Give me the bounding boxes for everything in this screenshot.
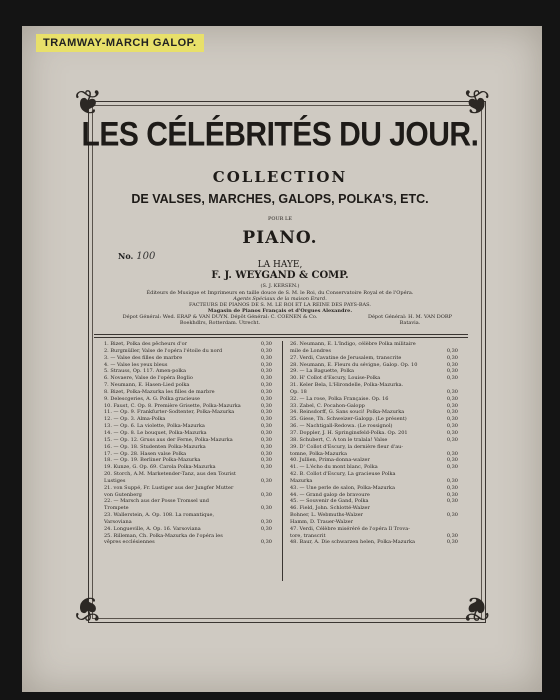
list-item-price: 0,30 xyxy=(260,436,272,443)
list-item-price: 0,30 xyxy=(446,409,458,416)
collection-heading: COLLECTION xyxy=(212,168,348,186)
list-item xyxy=(290,423,458,430)
list-item xyxy=(290,533,458,540)
list-item xyxy=(290,478,458,485)
list-item xyxy=(104,382,272,389)
list-item-price: 0,30 xyxy=(260,361,272,368)
list-item xyxy=(104,375,272,382)
list-item-price xyxy=(256,498,272,505)
list-item-price: 0,30 xyxy=(446,347,458,354)
list-item-price: 0,30 xyxy=(260,375,272,382)
list-item-title: 10. Faust, C. Op. 8. Première Grisette, Polka-Mazurka xyxy=(104,402,241,409)
list-item-price: 0,30 xyxy=(446,512,458,519)
list-item xyxy=(104,409,272,416)
list-item-title: 38. Schubert, C. A ton le tralala! Valse xyxy=(290,436,388,443)
list-item xyxy=(104,498,272,505)
list-item-title: 20. Storch, A.M. Marketender-Tanz, aus den Tourist xyxy=(104,471,236,478)
list-item-title: 44. — Grand galop de bravoure xyxy=(290,491,370,498)
list-item-title: Trompete xyxy=(104,505,129,512)
list-item-title: 8. Bizet, Polka-Mazurka les filles de marbre xyxy=(104,388,215,395)
catalogue-right-column xyxy=(290,341,458,546)
title-label-sticker: TRAMWAY-MARCH GALOP. xyxy=(36,34,204,52)
list-item-price xyxy=(256,512,272,519)
list-item-title: 26. Neumann, E. L'Indigo, célèbre Polka militaire xyxy=(290,341,416,347)
corner-ornament-icon: ❦ xyxy=(462,588,491,628)
list-item-title: 2. Burgmüller, Valse de l'opéra l'étoile du nord xyxy=(104,347,223,354)
list-item xyxy=(104,437,272,444)
list-item-price: 0,30 xyxy=(446,484,458,491)
publisher-line-3: FACTEURS DE PIANOS DE S. M. LE ROI ET LA REINE DES PAYS-BAS. xyxy=(189,302,371,308)
list-item-title: vêpres ecclésiennes xyxy=(104,539,155,546)
list-item-price: 0,30 xyxy=(260,443,272,450)
list-item-title: 11. — Op. 9. Frankfurter-Sodtenter, Polka-Mazurka xyxy=(104,409,235,416)
list-item xyxy=(290,382,458,389)
list-item xyxy=(104,478,272,485)
list-item xyxy=(290,471,458,478)
list-item-title: 17. — Op. 28. Hasen valse Polka xyxy=(104,450,187,457)
list-item-price: 0,30 xyxy=(260,388,272,395)
list-item-title: 4. — Valse les yeux bleus xyxy=(104,361,168,368)
list-item xyxy=(290,409,458,416)
list-item-price: 0,30 xyxy=(446,477,458,484)
list-item xyxy=(104,519,272,526)
list-item-price: 0,30 xyxy=(260,505,272,512)
list-item-title: 36. — Nachtigall-Redowa. (Le rossignol) xyxy=(290,423,393,430)
list-item-title: von Gutenberg xyxy=(104,491,142,498)
pour-le: POUR LE xyxy=(267,216,292,222)
publisher-line-1: Éditeurs de Musique et Imprimeurs en taille douce de S. M. le Roi, du Conservatoire Royal et de l'Opéra. xyxy=(146,290,414,296)
list-item xyxy=(290,403,458,410)
list-item xyxy=(104,492,272,499)
list-item xyxy=(290,526,458,533)
list-item-title: 46. Field, John. Schlotté-Walzer xyxy=(290,505,370,512)
list-item xyxy=(104,485,272,492)
list-item-price: 0,30 xyxy=(446,429,458,436)
list-item-price xyxy=(256,533,272,540)
list-item xyxy=(290,430,458,437)
list-item-price: 0,30 xyxy=(260,416,272,423)
list-item xyxy=(290,492,458,499)
list-item-price: 0,30 xyxy=(260,518,272,525)
list-item-price xyxy=(256,485,272,492)
list-item-title: 13. — Op. 6. La violette, Polka-Mazurka xyxy=(104,423,205,430)
list-item xyxy=(290,505,458,512)
list-item-price: 0,30 xyxy=(446,457,458,464)
list-item-price xyxy=(256,471,272,478)
divider xyxy=(94,334,468,335)
list-item-title: Bohner, L. Webmuths-Walzer xyxy=(290,512,363,519)
list-item-title: 29. — La Baguette, Polka xyxy=(290,368,354,375)
list-item-price: 0,30 xyxy=(446,395,458,402)
list-item xyxy=(290,437,458,444)
list-item xyxy=(290,464,458,471)
list-item-price: 0,30 xyxy=(260,525,272,532)
list-item-price: 0,30 xyxy=(260,429,272,436)
list-item-title: 47. Verdi, Célèbre miséréré de l'opéra Il Trova- xyxy=(290,525,410,532)
list-item-title: mile de Londres xyxy=(290,347,331,354)
list-item xyxy=(290,355,458,362)
list-item-title: 9. Delescgeries, A. G. Polka gracieuse xyxy=(104,395,200,402)
list-item-price: 0,30 xyxy=(260,409,272,416)
list-item-price: 0,30 xyxy=(260,382,272,389)
list-item-price: 0,30 xyxy=(260,491,272,498)
list-item-title: 12. — Op. 3. Alma-Polka xyxy=(104,416,166,423)
list-item-price: 0,30 xyxy=(446,361,458,368)
list-item-price: 0,30 xyxy=(260,341,272,347)
list-item xyxy=(290,341,458,348)
list-item xyxy=(104,423,272,430)
list-item xyxy=(104,416,272,423)
list-item xyxy=(104,444,272,451)
publisher-sub: (S. J. KERSEN.) xyxy=(260,283,300,289)
city: LA HAYE, xyxy=(257,260,303,270)
list-item xyxy=(104,348,272,355)
publisher: F. J. WEYGAND & COMP. xyxy=(211,270,349,281)
list-item-price: 0,30 xyxy=(260,450,272,457)
list-item-price: 0,30 xyxy=(260,464,272,471)
corner-ornament-icon: ❦ xyxy=(74,588,103,628)
list-item-title: Varsoviana xyxy=(104,518,132,525)
corner-ornament-icon: ❦ xyxy=(74,83,103,123)
list-item-price: 0,30 xyxy=(446,436,458,443)
list-item xyxy=(104,362,272,369)
list-item-price: 0,30 xyxy=(446,402,458,409)
list-item-title: 27. Verdi, Cavatine de Jerusalem, transcrite xyxy=(290,354,402,361)
list-item xyxy=(104,451,272,458)
list-item-title: 32. — La rose, Polka Française. Op. 16 xyxy=(290,395,389,402)
list-item-title: 25. Rilleman, Ch. Polka-Mazurka de l'opéra les xyxy=(104,532,223,539)
list-item-title: 7. Neumann, E. Hasen-Lied polka xyxy=(104,382,190,389)
list-item-title: 43. — Une perle de salon, Polka-Mazurka xyxy=(290,484,395,491)
list-item-title: 41. — L'écho du mont blanc, Polka xyxy=(290,464,378,471)
list-item xyxy=(290,375,458,382)
list-item-price: 0,30 xyxy=(446,498,458,505)
list-item xyxy=(290,498,458,505)
subtitle: DE VALSES, MARCHES, GALOPS, POLKA'S, ETC. xyxy=(131,192,429,206)
list-item-title: 21. von Suppé, Fr. Lustiger aus der Jungfer Mutter xyxy=(104,484,234,491)
list-item-title: Op. 18 xyxy=(290,388,307,395)
list-item xyxy=(290,457,458,464)
list-item-title: 3. — Valse des filles de marbre xyxy=(104,354,183,361)
number-value: 100 xyxy=(136,251,156,262)
list-item-title: 5. Strauss, Op. 117. Amen-polka xyxy=(104,368,186,375)
list-item xyxy=(290,368,458,375)
corner-ornament-icon: ❦ xyxy=(462,83,491,123)
list-item-title: 19. Kunze, G. Op. 69. Carola Polka-Mazurka xyxy=(104,464,216,471)
piano-heading: PIANO. xyxy=(242,228,318,248)
list-item xyxy=(290,362,458,369)
list-item-title: 48. Baur, A. Die schwarzen helen, Polka-Mazurka xyxy=(290,539,415,546)
list-item-price: 0,30 xyxy=(260,539,272,546)
list-item-price xyxy=(442,471,458,478)
list-item-price: 0,30 xyxy=(446,354,458,361)
list-item-title: 40. Jullien, Prima-donna-walzer xyxy=(290,457,370,464)
list-item-title: 34. Reinsdorff, G. Sans souci! Polka-Mazurka xyxy=(290,409,405,416)
list-item-price: 0,30 xyxy=(446,491,458,498)
list-item-title: 15. — Op. 12. Gruss aus der Ferne, Polka-Mazurka xyxy=(104,436,233,443)
list-item-price: 0,30 xyxy=(260,368,272,375)
list-item-title: tomne, Polka-Mazurka xyxy=(290,450,347,457)
list-item-price: 0,30 xyxy=(260,347,272,354)
list-item-price xyxy=(442,444,458,451)
list-item-title: 23. Wallerstein, A. Op. 108. La romantique, xyxy=(104,512,215,519)
list-item-title: 30. H' Collot d'Escury, Louise-Polka xyxy=(290,375,381,382)
list-item-price: 0,30 xyxy=(446,416,458,423)
list-item-price: 0,30 xyxy=(260,423,272,430)
list-item xyxy=(104,368,272,375)
list-item xyxy=(104,464,272,471)
list-item xyxy=(290,396,458,403)
list-item-title: 35. Giese, Th. Schweizer-Galopp. (Le présent) xyxy=(290,416,407,423)
list-item-title: 37. Doppler, J. H. Springinsfeld-Polka. Op. 201 xyxy=(290,429,408,436)
list-item xyxy=(290,416,458,423)
list-item-price: 0,30 xyxy=(446,464,458,471)
list-item xyxy=(290,451,458,458)
list-item xyxy=(104,457,272,464)
list-item xyxy=(104,341,272,348)
publisher-line-4: Magasin de Pianos Français et d'Orgues Alexandre. xyxy=(207,308,353,314)
list-item xyxy=(104,526,272,533)
list-item-title: 42. B. Collot d'Escury, La gracieuse Polka xyxy=(290,471,396,478)
list-item-price xyxy=(442,341,458,348)
list-item xyxy=(104,512,272,519)
list-item-price: 0,30 xyxy=(446,450,458,457)
list-item-title: 14. — Op. 8. Le bouquet, Polka-Mazurka xyxy=(104,429,207,436)
list-item-price: 0,30 xyxy=(260,457,272,464)
list-item xyxy=(290,348,458,355)
list-item-title: 33. Zabel, C. Pocahon-Galopp xyxy=(290,402,365,409)
list-item xyxy=(290,485,458,492)
catalogue-left-column xyxy=(104,341,272,546)
number-field: No. 100 xyxy=(118,251,156,262)
list-item xyxy=(104,505,272,512)
list-item-price xyxy=(442,382,458,389)
depot-right: Dépot Général: H. M. VAN DORP Batavia. xyxy=(367,314,453,326)
list-item-title: 24. Longueville, A. Op. 16. Varsoviana xyxy=(104,525,201,532)
list-item-price: 0,30 xyxy=(446,532,458,539)
list-item-price: 0,30 xyxy=(260,402,272,409)
list-item-price xyxy=(442,519,458,526)
list-item-title: 45. — Souvenir de Gand, Polka xyxy=(290,498,369,505)
list-item-title: 18. — Op. 19. Berliner Polka-Mazurka xyxy=(104,457,201,464)
list-item-price: 0,30 xyxy=(260,477,272,484)
list-item xyxy=(290,519,458,526)
list-item-price xyxy=(442,505,458,512)
list-item xyxy=(290,444,458,451)
list-item-price: 0,30 xyxy=(446,368,458,375)
list-item xyxy=(104,355,272,362)
list-item-price: 0,30 xyxy=(446,539,458,546)
main-title: LES CÉLÉBRITÉS DU JOUR. xyxy=(81,115,479,154)
column-divider xyxy=(282,341,283,581)
list-item xyxy=(104,430,272,437)
list-item-price: 0,30 xyxy=(446,375,458,382)
list-item xyxy=(104,533,272,540)
divider xyxy=(94,337,468,338)
list-item-title: 28. Neumann, E. Fleurs du sévigne, Galop. Op. 10 xyxy=(290,361,418,368)
list-item-price: 0,30 xyxy=(260,395,272,402)
list-item xyxy=(104,389,272,396)
list-item-title: tore, transcrit xyxy=(290,532,326,539)
list-item xyxy=(104,403,272,410)
list-item-title: Hamm, D. Trauer-Walzer xyxy=(290,518,353,525)
depot-left: Dépot Général: Wed. ERAP & VAN DUYN. Dépôt Général: C. COENEN & Co. Boekhdlrs, Rotterdam. Utrecht. xyxy=(122,314,318,326)
list-item-price: 0,30 xyxy=(446,423,458,430)
list-item-title: Lustiges xyxy=(104,477,126,484)
list-item-title: 6. Novaere, Valse de l'opéra Boglio xyxy=(104,375,193,382)
list-item-title: 22. — Marsch aus der Posse Tromsel und xyxy=(104,498,209,505)
list-item xyxy=(104,539,272,546)
list-item xyxy=(290,512,458,519)
list-item xyxy=(290,389,458,396)
list-item xyxy=(104,471,272,478)
list-item-title: 1. Bizet, Polka des pêcheurs d'or xyxy=(104,341,187,347)
list-item-price: 0,30 xyxy=(260,354,272,361)
list-item xyxy=(104,396,272,403)
list-item xyxy=(290,539,458,546)
list-item-title: 39. D' Collot d'Escury, la dernière fleur d'au- xyxy=(290,443,404,450)
list-item-title: Mazurka xyxy=(290,477,313,484)
list-item-price: 0,30 xyxy=(446,388,458,395)
list-item-title: 16. — Op. 18. Studenten Polka-Mazurka xyxy=(104,443,206,450)
list-item-price xyxy=(442,526,458,533)
publisher-line-2: Agents Spéciaux de la maison Erard. xyxy=(233,296,327,302)
list-item-title: 31. Keler Bela, L'Hirondelle, Polka-Mazurka. xyxy=(290,382,404,389)
